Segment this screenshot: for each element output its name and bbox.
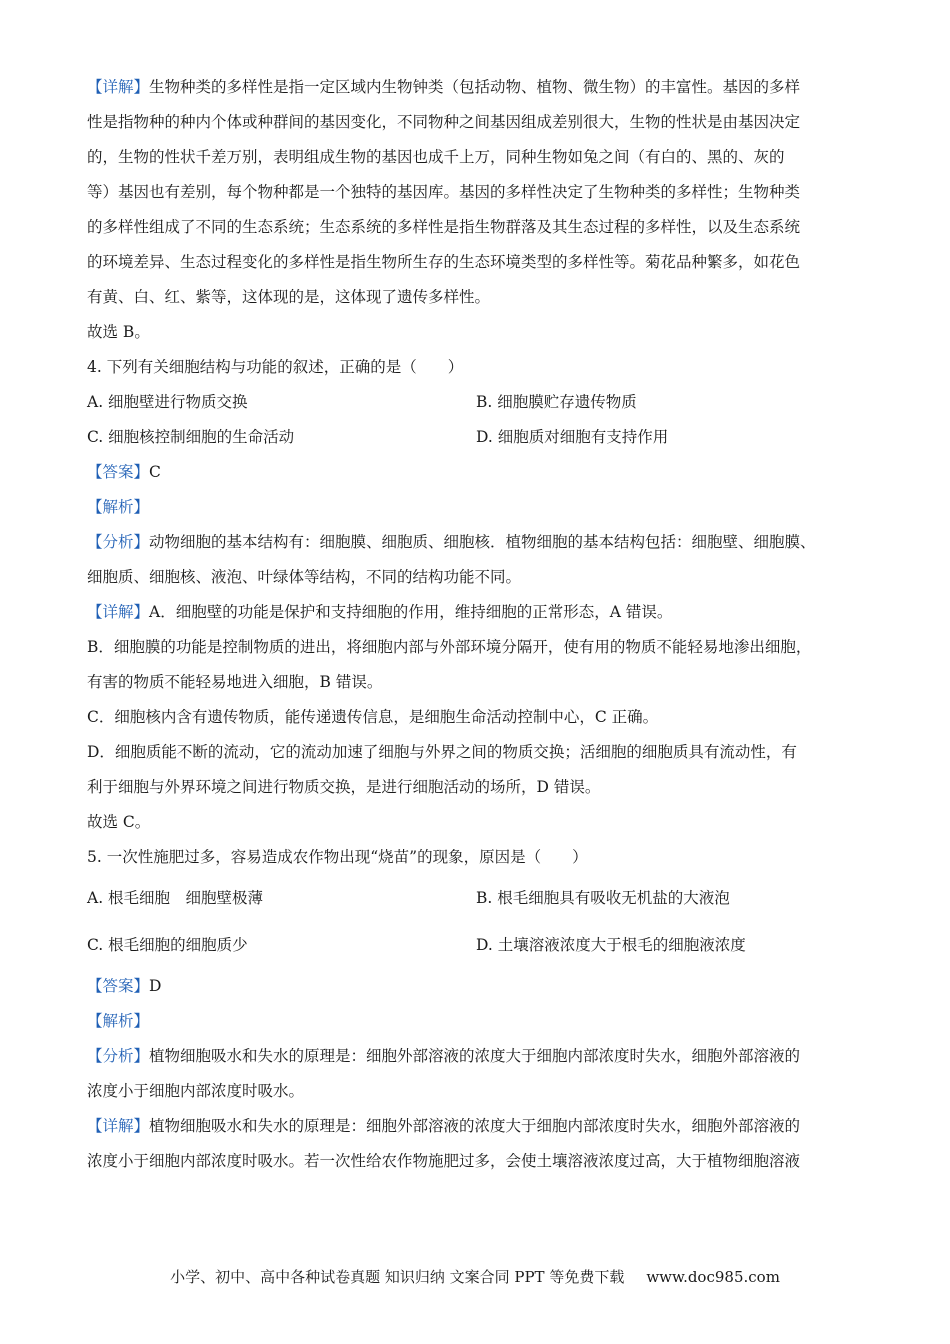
question-5-options-row-1 (87, 875, 867, 922)
analysis-tag-line (87, 1004, 867, 1039)
answer-line (87, 455, 867, 490)
question-4-stem: 4. 下列有关细胞结构与功能的叙述，正确的是（ ） (87, 358, 464, 376)
conclusion: 故选 C。 (87, 813, 151, 831)
option-b: B. 细胞膜贮存遗传物质 (476, 393, 637, 411)
footer-text: 小学、初中、高中各种试卷真题 知识归纳 文案合同 PPT 等免费下载 (170, 1268, 625, 1286)
xiangjie-line: D．细胞质能不断的流动，它的流动加速了细胞与外界之间的物质交换；活细胞的细胞质具有流动性，有 (87, 743, 797, 761)
option-d: D. 土壤溶液浓度大于根毛的细胞液浓度 (476, 936, 746, 954)
answer-line (87, 969, 867, 1004)
answer-value: C (149, 463, 161, 481)
detail-line: 的，生物的性状千差万别，表明组成生物的基因也成千上万，同种生物如兔之间（有白的、黑的、灰的 (87, 148, 785, 166)
question-5-stem: 5. 一次性施肥过多，容易造成农作物出现“烧苗”的现象，原因是（ ） (87, 848, 588, 866)
question-4-options-row-2 (87, 420, 867, 455)
question-4-options-row-1 (87, 385, 867, 420)
option-a: A. 根毛细胞 细胞壁极薄 (87, 889, 264, 907)
xiangjie-tag: 【详解】 (87, 603, 150, 621)
page-footer (0, 1266, 950, 1287)
option-d: D. 细胞质对细胞有支持作用 (476, 428, 669, 446)
detail-line: 的环境差异、生态过程变化的多样性是指生物所生存的生态环境类型的多样性等。菊花品种繁多，如花色 (87, 253, 801, 271)
xiangjie-line: 【详解】A．细胞壁的功能是保护和支持细胞的作用，维持细胞的正常形态，A 错误。 (87, 603, 673, 621)
xiangjie-line: 利于细胞与外界环境之间进行物质交换，是进行细胞活动的场所，D 错误。 (87, 778, 601, 796)
document-page (87, 70, 867, 1179)
analysis-tag: 【解析】 (87, 498, 150, 516)
analysis-tag: 【解析】 (87, 1012, 150, 1030)
answer-tag: 【答案】 (87, 977, 150, 995)
footer-url[interactable]: www.doc985.com (646, 1268, 780, 1286)
answer-value: D (149, 977, 162, 995)
option-c: C. 细胞核控制细胞的生命活动 (87, 428, 295, 446)
detail-line: 性是指物种的种内个体或种群间的基因变化，不同物种之间基因组成差别很大，生物的性状是由基因决定 (87, 113, 801, 131)
xiangjie-line: B．细胞膜的功能是控制物质的进出，将细胞内部与外部环境分隔开，使有用的物质不能轻易地渗出细胞， (87, 638, 812, 656)
detail-line: 等）基因也有差别，每个物种都是一个独特的基因库。基因的多样性决定了生物种类的多样性；生物种类 (87, 183, 801, 201)
question-5-options-row-2 (87, 922, 867, 969)
fenxi-tag: 【分析】 (87, 1047, 150, 1065)
detail-line: 有黄、白、红、紫等，这体现的是，这体现了遗传多样性。 (87, 288, 491, 306)
fenxi-line: 【分析】植物细胞吸水和失水的原理是：细胞外部溶液的浓度大于细胞内部浓度时失水，细胞外部溶液的 (87, 1047, 801, 1065)
fenxi-line: 【分析】动物细胞的基本结构有：细胞膜、细胞质、细胞核．植物细胞的基本结构包括：细胞壁、细胞膜、 (87, 533, 816, 551)
xiangjie-line: 【详解】植物细胞吸水和失水的原理是：细胞外部溶液的浓度大于细胞内部浓度时失水，细胞外部溶液的 (87, 1117, 801, 1135)
detail-tag: 【详解】 (87, 78, 150, 96)
xiangjie-tag: 【详解】 (87, 1117, 150, 1135)
detail-line: 的多样性组成了不同的生态系统；生态系统的多样性是指生物群落及其生态过程的多样性，以及生态系统 (87, 218, 801, 236)
xiangjie-line: C．细胞核内含有遗传物质，能传递遗传信息，是细胞生命活动控制中心，C 正确。 (87, 708, 659, 726)
fenxi-line: 细胞质、细胞核、液泡、叶绿体等结构，不同的结构功能不同。 (87, 568, 522, 586)
conclusion: 故选 B。 (87, 323, 150, 341)
fenxi-tag: 【分析】 (87, 533, 150, 551)
option-a: A. 细胞壁进行物质交换 (87, 393, 248, 411)
xiangjie-line: 浓度小于细胞内部浓度时吸水。若一次性给农作物施肥过多，会使土壤溶液浓度过高，大于植物细胞溶液 (87, 1152, 801, 1170)
option-c: C. 根毛细胞的细胞质少 (87, 936, 248, 954)
xiangjie-line: 有害的物质不能轻易地进入细胞，B 错误。 (87, 673, 383, 691)
fenxi-line: 浓度小于细胞内部浓度时吸水。 (87, 1082, 305, 1100)
option-b: B. 根毛细胞具有吸收无机盐的大液泡 (476, 889, 730, 907)
detail-line: 【详解】生物种类的多样性是指一定区域内生物钟类（包括动物、植物、微生物）的丰富性。基因的多样 (87, 78, 801, 96)
answer-tag: 【答案】 (87, 463, 150, 481)
analysis-tag-line (87, 490, 867, 525)
